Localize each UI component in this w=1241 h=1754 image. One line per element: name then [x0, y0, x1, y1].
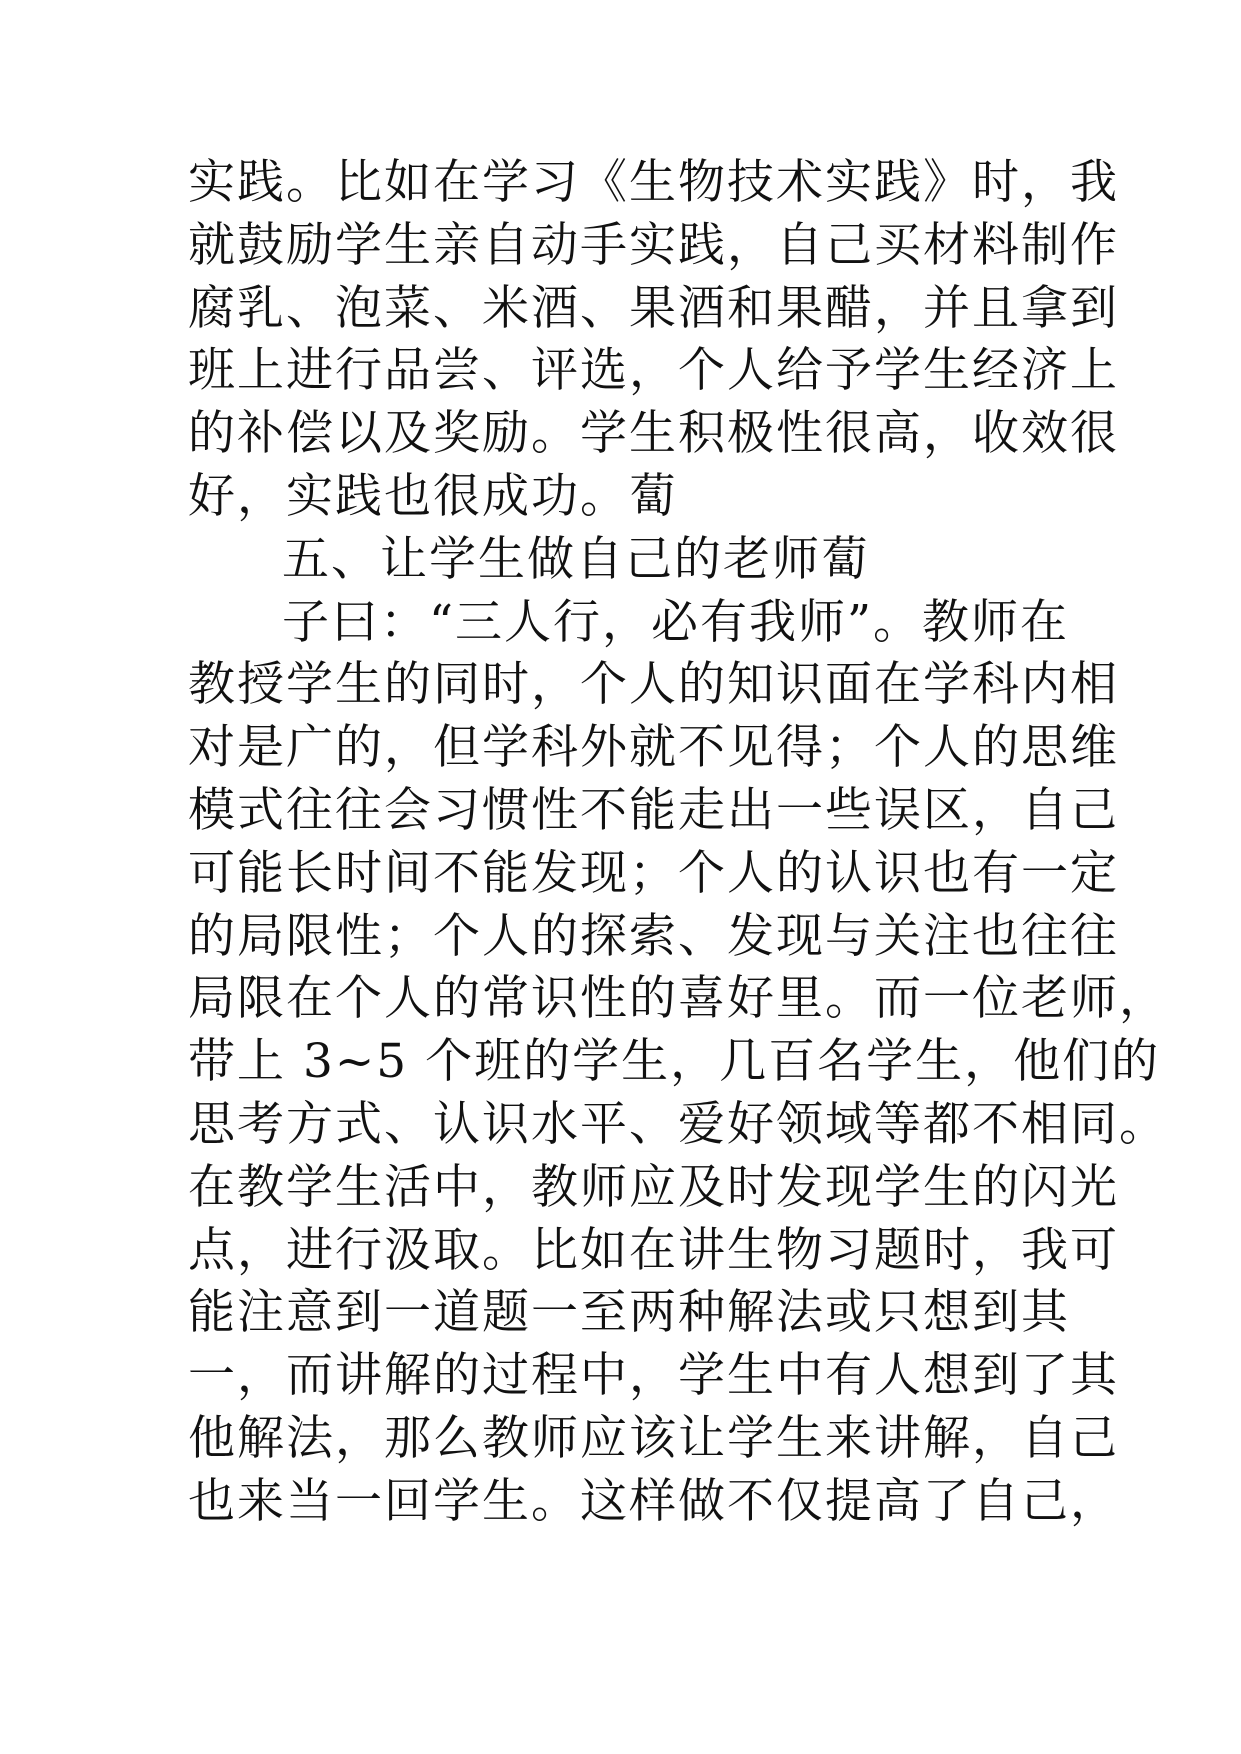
text-line: 思考方式、认识水平、爱好领域等都不相同。 — [188, 1096, 1168, 1152]
text-line: 实践。比如在学习《生物技术实践》时，我 — [188, 155, 1119, 210]
text-line: 班上进行品尝、评选，个人给予学生经济上 — [188, 343, 1119, 399]
text-line: 他解法，那么教师应该让学生来讲解，自己 — [188, 1410, 1119, 1466]
text-line: 也来当一回学生。这样做不仅提高了自己， — [188, 1473, 1119, 1529]
body-text — [188, 152, 1168, 1534]
text-line: 好，实践也很成功。蔔 — [188, 468, 678, 524]
text-line: 点，进行汲取。比如在讲生物习题时，我可 — [188, 1222, 1119, 1278]
text-line: 可能长时间不能发现；个人的认识也有一定 — [188, 845, 1119, 901]
text-line: 模式往往会习惯性不能走出一些误区，自己 — [188, 782, 1119, 838]
text-line: 局限在个人的常识性的喜好里。而一位老师， — [188, 971, 1168, 1027]
text-line: 对是广的，但学科外就不见得；个人的思维 — [188, 720, 1119, 776]
text-line: 子曰：“三人行，必有我师”。教师在 — [282, 594, 1070, 650]
text-line: 能注意到一道题一至两种解法或只想到其 — [188, 1285, 1070, 1341]
text-line: 带上 3~5 个班的学生，几百名学生，他们的 — [188, 1034, 1161, 1090]
text-line: 就鼓励学生亲自动手实践，自己买材料制作 — [188, 217, 1119, 273]
text-line: 在教学生活中，教师应及时发现学生的闪光 — [188, 1159, 1119, 1215]
text-line: 腐乳、泡菜、米酒、果酒和果醋，并且拿到 — [188, 280, 1119, 336]
text-line: 一，而讲解的过程中，学生中有人想到了其 — [188, 1348, 1119, 1404]
text-line: 的补偿以及奖励。学生积极性很高，收效很 — [188, 406, 1119, 462]
section-heading: 五、让学生做自己的老师蔔 — [282, 531, 870, 587]
text-line: 的局限性；个人的探索、发现与关注也往往 — [188, 908, 1119, 964]
text-line: 教授学生的同时，个人的知识面在学科内相 — [188, 657, 1119, 713]
